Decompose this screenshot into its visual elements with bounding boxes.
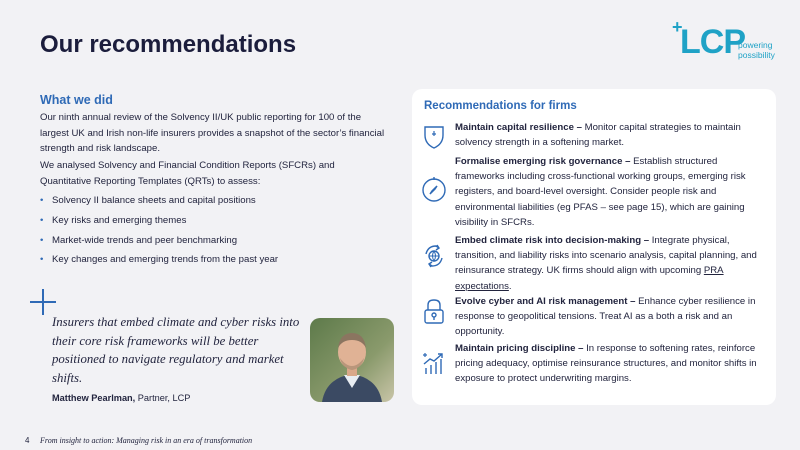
recommendation-text-end: . [508, 280, 512, 292]
bullet-icon: • [40, 234, 44, 246]
footer-title: From insight to action: Managing risk in an era of transformation [40, 436, 253, 445]
recommendation-item [455, 154, 767, 230]
intro-paragraph-2: We analysed Solvency and Financial Condition Reports (SFCRs) and Quantitative Reporting Templates (QRTs) to assess: [40, 160, 335, 187]
list-item [40, 252, 278, 272]
logo-tagline-1: powering [738, 40, 773, 50]
list-item-text: Key risks and emerging themes [52, 214, 187, 226]
recycle-globe-icon [420, 242, 448, 270]
intro-paragraph-1: Our ninth annual review of the Solvency II/UK public reporting for 100 of the largest UK and Irish non-life insurers provides a snapshot of the sector’s financial strength and risk landscape. [40, 112, 385, 154]
logo-wordmark: LCP [680, 23, 745, 61]
list-item [40, 213, 278, 233]
recommendation-item [455, 294, 767, 340]
list-item-text: Market-wide trends and peer benchmarking [52, 234, 238, 246]
recommendation-item [455, 120, 767, 150]
list-item [40, 233, 278, 253]
recommendation-lead: Evolve cyber and AI risk management – [455, 296, 639, 307]
lcp-logo[interactable] [672, 17, 782, 62]
what-we-did-heading: What we did [40, 93, 113, 107]
logo-tagline [738, 41, 788, 60]
recommendation-text: Integrate physical, transition, and liability risks into scenario analysis, capital planning, and reinsurance strategy. UK firms should align with upcoming [455, 235, 757, 277]
pull-quote: Insurers that embed climate and cyber risks into their core risk frameworks will be better positioned to navigate regulatory and market shifts. [52, 315, 300, 385]
logo-tagline-2: possibility [738, 49, 775, 60]
bullet-icon: • [40, 214, 44, 226]
recommendation-text: Establish structured frameworks including cross-functional working groups, emerging risk registers, and board-level oversight. Consider people risk and environmental liabilities (eg PFAS – see page 15), which are gaining visibility in SFCRs. [455, 156, 746, 228]
chart-growth-icon [420, 350, 448, 378]
page-title: Our recommendations [40, 31, 297, 58]
bullet-icon: • [40, 254, 44, 266]
quote-author-role: Partner, LCP [135, 393, 191, 403]
bullet-icon: • [40, 195, 44, 206]
list-item-text: Solvency II balance sheets and capital positions [52, 195, 256, 206]
list-item-text: Key changes and emerging trends from the past year [52, 254, 279, 266]
recommendation-text: Monitor capital strategies to maintain solvency strength in a softening market. [455, 122, 741, 149]
page-number: 4 [25, 436, 30, 445]
recommendations-heading: Recommendations for firms [424, 100, 577, 112]
list-item [40, 193, 278, 213]
recommendation-lead: Embed climate risk into decision-making – [455, 235, 652, 246]
recommendation-text: Enhance cyber resilience in response to geopolitical tensions. Treat AI as a both a risk and an opportunity. [455, 296, 756, 338]
recommendation-lead: Formalise emerging risk governance – [455, 156, 634, 167]
author-portrait [310, 318, 394, 402]
shield-icon [420, 122, 448, 150]
recommendation-item [455, 341, 767, 387]
logo-plus: + [672, 17, 683, 37]
quote-plus-icon [30, 289, 56, 315]
recommendation-item [455, 233, 767, 294]
assessment-list [40, 193, 278, 272]
compass-icon [420, 175, 448, 203]
recommendation-lead: Maintain pricing discipline – [455, 343, 587, 354]
quote-author [52, 393, 190, 403]
recommendation-lead: Maintain capital resilience – [455, 122, 585, 133]
pra-expectations-link[interactable]: PRA expectations [455, 265, 724, 292]
padlock-icon [420, 297, 448, 325]
quote-author-name: Matthew Pearlman, [52, 393, 136, 403]
recommendation-text: In response to softening rates, reinforce pricing adequacy, optimise reinsurance structures, and monitor shifts in exposure to protect underwriting margins. [455, 343, 757, 385]
